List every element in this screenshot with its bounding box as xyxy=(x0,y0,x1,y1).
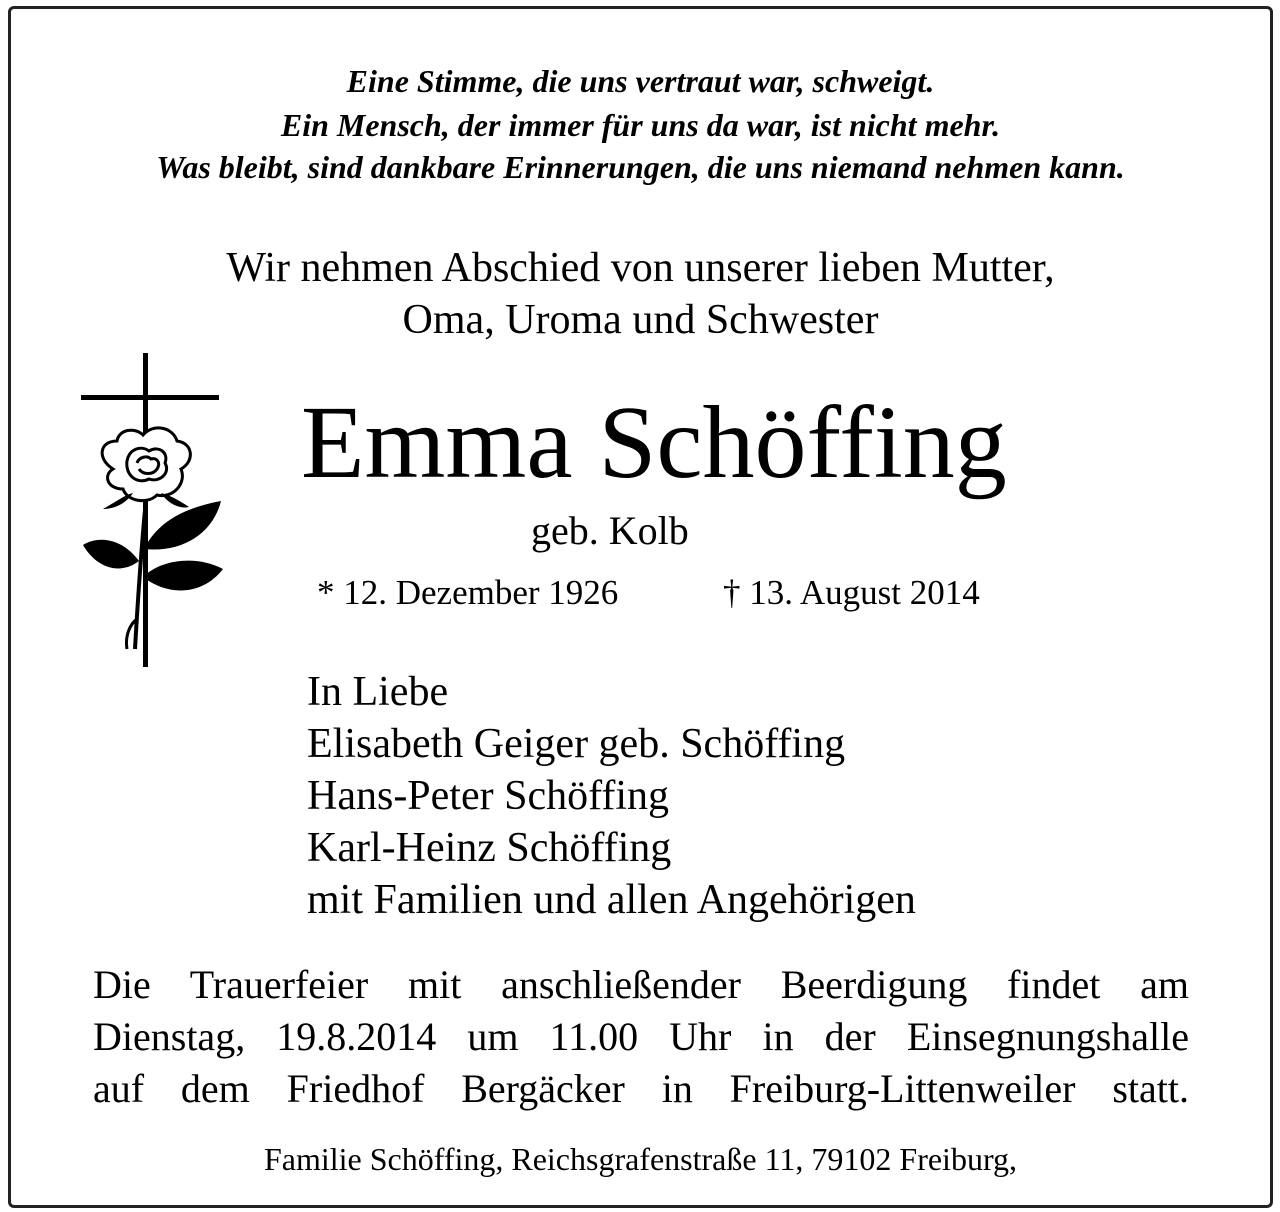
family-address: Familie Schöffing, Reichsgrafenstraße 11, 79102 Freiburg, xyxy=(263,1141,1018,1177)
obituary-notice xyxy=(8,6,1273,1208)
quote-line-2: Ein Mensch, der immer für uns da war, ist nicht mehr. xyxy=(280,107,1001,143)
cross-with-rose-icon xyxy=(77,349,227,669)
mourner-name: Karl-Heinz Schöffing xyxy=(307,825,672,871)
birth-date: * 12. Dezember 1926 xyxy=(317,573,619,612)
service-line-2: Dienstag, 19.8.2014 um 11.00 Uhr in der Einsegnungshalle xyxy=(93,1014,1189,1059)
mourner-name: Elisabeth Geiger geb. Schöffing xyxy=(307,721,846,767)
mourner-name: mit Familien und allen Angehörigen xyxy=(307,877,916,923)
quote-line-1: Eine Stimme, die uns vertraut war, schweigt. xyxy=(346,63,935,99)
service-line-3: auf dem Friedhof Bergäcker in Freiburg-Littenweiler statt. xyxy=(93,1066,1189,1111)
service-line-1: Die Trauerfeier mit anschließender Beerdigung findet am xyxy=(93,962,1189,1007)
mourner-name: Hans-Peter Schöffing xyxy=(307,773,669,819)
mourners-opening: In Liebe xyxy=(307,669,449,715)
intro-line-1: Wir nehmen Abschied von unserer lieben Mutter, xyxy=(226,245,1055,291)
deceased-name: Emma Schöffing xyxy=(301,385,1007,500)
maiden-name: geb. Kolb xyxy=(531,508,689,553)
intro-line-2: Oma, Uroma und Schwester xyxy=(402,297,879,343)
death-date: † 13. August 2014 xyxy=(723,573,980,612)
quote-line-3: Was bleibt, sind dankbare Erinnerungen, die uns niemand nehmen kann. xyxy=(156,149,1125,185)
